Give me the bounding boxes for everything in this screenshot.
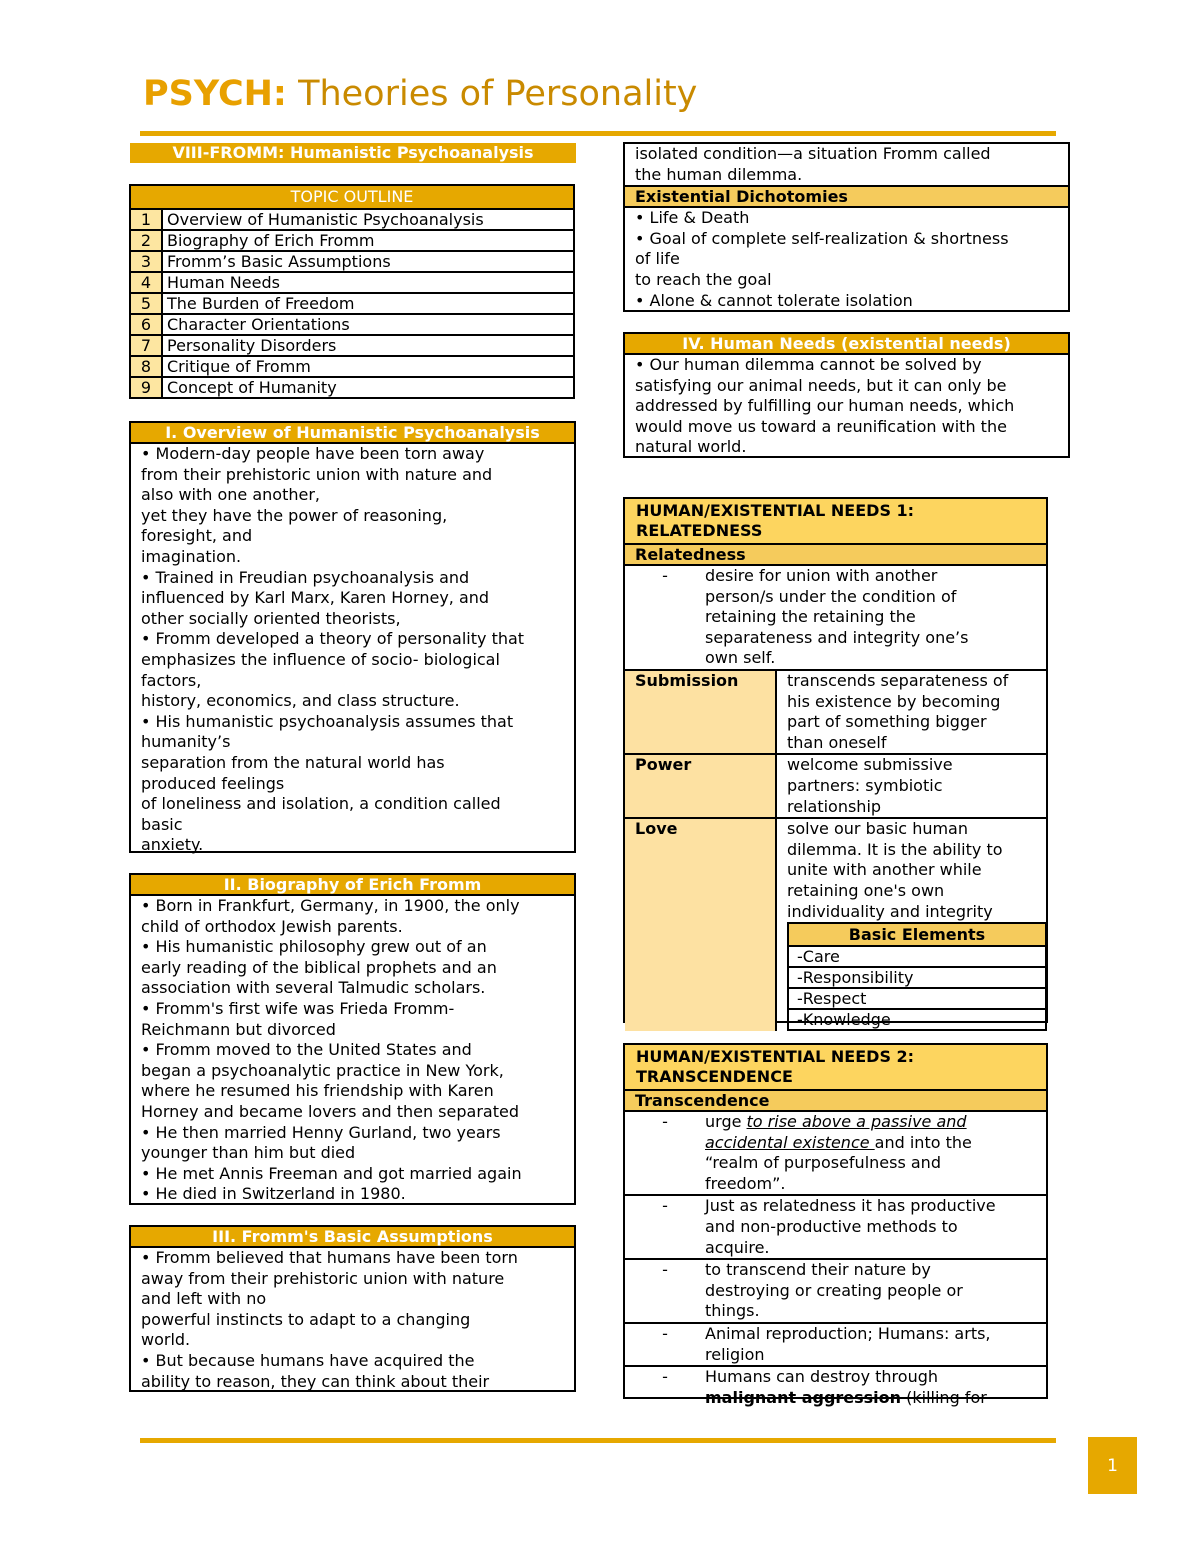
text-line: transcends separateness of	[787, 670, 1009, 690]
row-value	[777, 755, 1046, 817]
relatedness-title-line1: HUMAN/EXISTENTIAL NEEDS 1:	[636, 501, 915, 520]
text-line: began a psychoanalytic practice in New York,	[141, 1060, 504, 1080]
outline-label: Biography of Erich Fromm	[162, 230, 574, 251]
row-value	[777, 819, 1053, 1031]
text-line: isolated condition—a situation Fromm called	[635, 144, 991, 163]
text-line: and left with no	[141, 1289, 267, 1309]
text-line: Horney and became lovers and then separated	[141, 1101, 519, 1121]
text-line: anxiety.	[141, 835, 204, 855]
title-prefix: PSYCH:	[143, 74, 287, 114]
assumptions-text	[131, 1248, 574, 1392]
text-line: younger than him but died	[141, 1143, 356, 1163]
row-key: Power	[625, 755, 777, 817]
relatedness-subheader: Relatedness	[625, 545, 1046, 566]
text-line: humanity’s	[141, 732, 231, 752]
text-line: Reichmann but divorced	[141, 1019, 336, 1039]
text-line: destroying or creating people or	[705, 1280, 963, 1300]
text-line: yet they have the power of reasoning,	[141, 505, 448, 525]
dash-marker: -	[662, 1112, 668, 1131]
text-line: solve our basic human	[787, 819, 968, 839]
transcendence-title-line2: TRANSCENDENCE	[636, 1067, 793, 1086]
text-line: things.	[705, 1301, 760, 1321]
outline-header: TOPIC OUTLINE	[130, 185, 574, 209]
basic-element: -Respect	[788, 988, 1046, 1009]
text-line: addressed by fulfilling our human needs, which	[635, 396, 1015, 416]
topic-outline-table	[129, 184, 575, 399]
overview-text	[131, 444, 574, 856]
human-needs-header: IV. Human Needs (existential needs)	[625, 334, 1068, 355]
transcendence-row-5-text	[705, 1367, 1046, 1408]
outline-number: 4	[130, 272, 162, 293]
text-line: • His humanistic philosophy grew out of an	[141, 937, 487, 957]
outline-row	[130, 314, 574, 335]
outline-row	[130, 209, 574, 230]
basic-element: -Responsibility	[788, 967, 1046, 988]
text-line: relationship	[787, 796, 882, 816]
outline-label: Character Orientations	[162, 314, 574, 335]
text-line: partners: symbiotic	[787, 775, 943, 795]
relatedness-box	[623, 497, 1048, 1029]
relatedness-description	[625, 566, 1046, 669]
text-line: • Fromm's first wife was Frieda Fromm-	[141, 998, 455, 1018]
text-line: would move us toward a reunification with the	[635, 416, 1007, 436]
row-value	[777, 671, 1046, 753]
text-line: • Fromm believed that humans have been torn	[141, 1248, 518, 1267]
outline-row	[130, 377, 574, 398]
text-line: from their prehistoric union with nature and	[141, 464, 493, 484]
relatedness-desc-text	[705, 566, 1046, 669]
text-line: retaining one's own	[787, 880, 945, 900]
outline-row	[130, 293, 574, 314]
outline-row	[130, 251, 574, 272]
relatedness-row-submission	[625, 669, 1046, 753]
text-line: association with several Talmudic scholars.	[141, 978, 486, 998]
transcendence-row-4-text	[705, 1324, 1046, 1365]
text-line: separateness and integrity one’s	[705, 627, 969, 647]
transcendence-row-5	[625, 1365, 1046, 1408]
text-line: separation from the natural world has	[141, 752, 445, 772]
outline-label: Personality Disorders	[162, 335, 574, 356]
text-line: own self.	[705, 648, 776, 668]
basic-elements-table	[787, 922, 1047, 1031]
dichotomies-header: Existential Dichotomies	[625, 185, 1068, 208]
text-line: • He then married Henny Gurland, two years	[141, 1122, 501, 1142]
top-rule	[140, 131, 1056, 136]
human-needs-box	[623, 332, 1070, 458]
text-line: • His humanistic psychoanalysis assumes that	[141, 711, 514, 731]
text-line: • Fromm developed a theory of personality that	[141, 629, 525, 649]
transcendence-row-4	[625, 1322, 1046, 1365]
text-line: satisfying our animal needs, but it can only be	[635, 375, 1007, 395]
row-key: Submission	[625, 671, 777, 753]
outline-number: 1	[130, 209, 162, 230]
r1-text-d: freedom”.	[705, 1173, 786, 1193]
r1-text-a: urge	[705, 1112, 747, 1131]
text-line: ability to reason, they can think about their	[141, 1371, 490, 1391]
basic-element: -Knowledge	[788, 1009, 1046, 1030]
text-line: of loneliness and isolation, a condition called	[141, 794, 501, 814]
text-line: other socially oriented theorists,	[141, 608, 401, 628]
title-text: Theories of Personality	[298, 74, 698, 114]
transcendence-row-3-text	[705, 1260, 1046, 1322]
overview-header: I. Overview of Humanistic Psychoanalysis	[131, 423, 574, 444]
outline-number: 3	[130, 251, 162, 272]
text-line: • Life & Death	[635, 208, 750, 228]
text-line: factors,	[141, 670, 202, 690]
r1-underlined-1: to rise above a passive and	[746, 1112, 967, 1131]
text-line: religion	[705, 1344, 765, 1364]
r1-text-c: “realm of purposefulness and	[705, 1153, 941, 1173]
text-line: unite with another while	[787, 860, 982, 880]
text-line: • Fromm moved to the United States and	[141, 1040, 472, 1060]
text-line: world.	[141, 1330, 191, 1350]
text-line: • Born in Frankfurt, Germany, in 1900, the only	[141, 896, 520, 915]
text-line: welcome submissive	[787, 755, 953, 775]
outline-label: Critique of Fromm	[162, 356, 574, 377]
r5-text-a: Humans can destroy through	[705, 1367, 938, 1387]
assumptions-box	[129, 1225, 576, 1392]
transcendence-row-2	[625, 1194, 1046, 1258]
r5-bold: malignant aggression	[705, 1387, 902, 1407]
text-line: the human dilemma.	[635, 164, 803, 184]
text-line: influenced by Karl Marx, Karen Horney, and	[141, 588, 490, 608]
text-line: his existence by becoming	[787, 691, 1001, 711]
text-line: of life	[635, 249, 680, 269]
outline-label: The Burden of Freedom	[162, 293, 574, 314]
relatedness-title	[625, 499, 1046, 545]
text-line: retaining the retaining the	[705, 607, 916, 627]
outline-label: Fromm’s Basic Assumptions	[162, 251, 574, 272]
text-line: person/s under the condition of	[705, 586, 957, 606]
text-line: to reach the goal	[635, 269, 772, 289]
text-line: and non-productive methods to	[705, 1216, 958, 1236]
text-line: imagination.	[141, 546, 242, 566]
text-line: Animal reproduction; Humans: arts,	[705, 1323, 991, 1343]
text-line: history, economics, and class structure.	[141, 691, 460, 711]
transcendence-box	[623, 1043, 1048, 1407]
text-line: • Trained in Freudian psychoanalysis and	[141, 567, 470, 587]
text-line: than oneself	[787, 732, 887, 752]
relatedness-title-line2: RELATEDNESS	[636, 521, 763, 540]
outline-row	[130, 272, 574, 293]
outline-number: 9	[130, 377, 162, 398]
r1-text-b: and into the	[874, 1132, 972, 1152]
basic-element: -Care	[788, 946, 1046, 967]
dash-marker: -	[662, 1323, 668, 1343]
text-line: individuality and integrity	[787, 901, 993, 921]
human-needs-text	[625, 355, 1068, 458]
text-line: • He died in Switzerland in 1980.	[141, 1184, 406, 1204]
text-line: foresight, and	[141, 526, 253, 546]
text-line: also with one another,	[141, 485, 321, 505]
transcendence-row-1-text	[705, 1112, 1046, 1194]
biography-text	[131, 896, 574, 1205]
text-line: • Goal of complete self-realization & shortness	[635, 228, 1009, 248]
text-line: acquire.	[705, 1237, 770, 1257]
basic-elements-header: Basic Elements	[788, 923, 1046, 946]
dash-marker: -	[662, 566, 668, 585]
text-line: where he resumed his friendship with Karen	[141, 1081, 494, 1101]
relatedness-row-love	[625, 817, 1046, 1031]
transcendence-title	[625, 1045, 1046, 1091]
text-line: Just as relatedness it has productive	[705, 1196, 996, 1216]
text-line: early reading of the biblical prophets and an	[141, 957, 497, 977]
overview-box	[129, 421, 576, 853]
outline-number: 6	[130, 314, 162, 335]
row-key: Love	[625, 819, 777, 1031]
text-line: away from their prehistoric union with nature	[141, 1268, 505, 1288]
text-line: child of orthodox Jewish parents.	[141, 916, 403, 936]
page-title	[143, 74, 697, 114]
text-line: to transcend their nature by	[705, 1260, 931, 1280]
text-line: dilemma. It is the ability to	[787, 839, 1003, 859]
outline-label: Overview of Humanistic Psychoanalysis	[162, 209, 574, 230]
outline-label: Concept of Humanity	[162, 377, 574, 398]
transcendence-row-2-text	[705, 1196, 1046, 1258]
text-line: • Modern-day people have been torn away	[141, 444, 485, 463]
page-number: 1	[1088, 1437, 1137, 1494]
transcendence-subheader: Transcendence	[625, 1091, 1046, 1112]
outline-row	[130, 356, 574, 377]
dichotomies-text	[625, 208, 1068, 311]
transcendence-title-line1: HUMAN/EXISTENTIAL NEEDS 2:	[636, 1047, 915, 1066]
outline-number: 7	[130, 335, 162, 356]
outline-number: 8	[130, 356, 162, 377]
dash-marker: -	[662, 1367, 668, 1387]
biography-header: II. Biography of Erich Fromm	[131, 875, 574, 896]
chapter-heading: VIII-FROMM: Humanistic Psychoanalysis	[130, 143, 576, 163]
text-line: part of something bigger	[787, 712, 987, 732]
biography-box	[129, 873, 576, 1205]
bottom-rule	[140, 1438, 1056, 1443]
text-line: emphasizes the influence of socio- biological	[141, 649, 500, 669]
outline-label: Human Needs	[162, 272, 574, 293]
outline-number: 2	[130, 230, 162, 251]
continued-text	[625, 144, 1068, 185]
outline-number: 5	[130, 293, 162, 314]
text-line: powerful instincts to adapt to a changing	[141, 1309, 471, 1329]
outline-row	[130, 230, 574, 251]
assumptions-header: III. Fromm's Basic Assumptions	[131, 1227, 574, 1248]
relatedness-row-power	[625, 753, 1046, 817]
text-line: • But because humans have acquired the	[141, 1350, 475, 1370]
dash-marker: -	[662, 1196, 668, 1216]
text-line: • Alone & cannot tolerate isolation	[635, 290, 913, 310]
transcendence-row-3	[625, 1258, 1046, 1322]
transcendence-row-1	[625, 1112, 1046, 1194]
text-line: produced feelings	[141, 773, 285, 793]
outline-row	[130, 335, 574, 356]
text-line: desire for union with another	[705, 566, 938, 585]
continued-box	[623, 142, 1070, 312]
r1-underlined-2: accidental existence	[705, 1132, 875, 1152]
text-line: • He met Annis Freeman and got married again	[141, 1163, 522, 1183]
text-line: • Our human dilemma cannot be solved by	[635, 355, 982, 374]
dash-marker: -	[662, 1260, 668, 1280]
text-line: basic	[141, 814, 183, 834]
text-line: natural world.	[635, 437, 747, 457]
r5-text-b: (killing for	[901, 1387, 987, 1407]
